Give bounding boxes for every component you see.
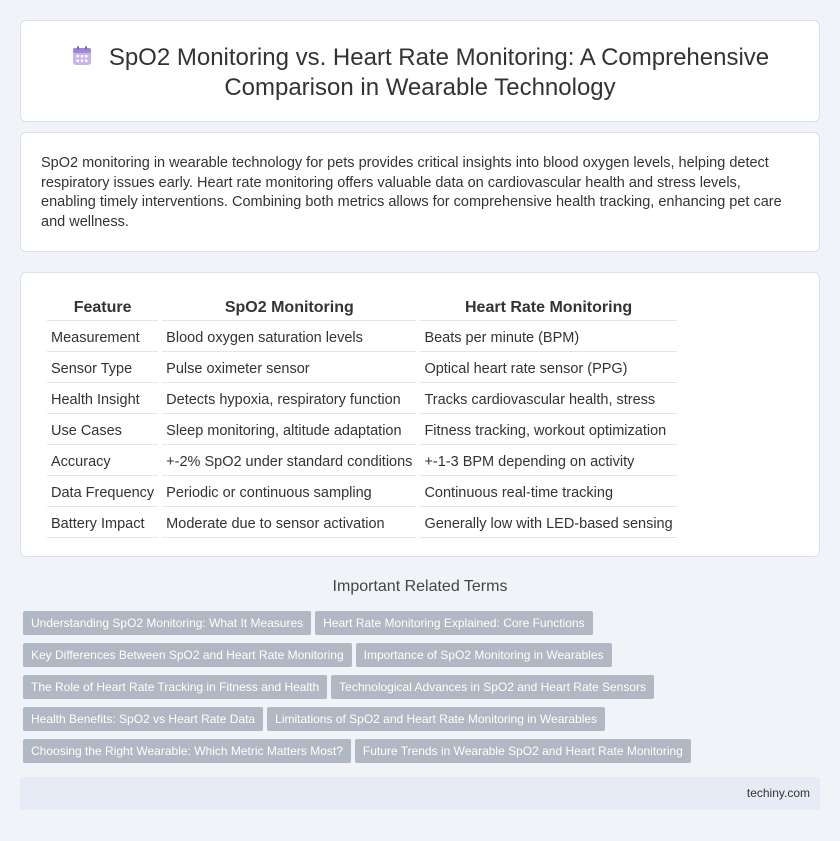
table-cell: Pulse oximeter sensor bbox=[162, 354, 416, 383]
table-row bbox=[47, 416, 677, 445]
calendar-icon bbox=[71, 45, 93, 67]
title-line-2: Comparison in Wearable Technology bbox=[224, 74, 616, 101]
table-cell: Moderate due to sensor activation bbox=[162, 509, 416, 538]
table-cell: +-2% SpO2 under standard conditions bbox=[162, 447, 416, 476]
footer bbox=[20, 777, 820, 810]
table-row bbox=[47, 447, 677, 476]
table-cell: Optical heart rate sensor (PPG) bbox=[420, 354, 676, 383]
title-line-1: SpO2 Monitoring vs. Heart Rate Monitoring: A Comprehensive bbox=[108, 44, 770, 71]
table-cell: Battery Impact bbox=[47, 509, 158, 538]
table-cell: Fitness tracking, workout optimization bbox=[420, 416, 676, 445]
table-cell: Blood oxygen saturation levels bbox=[162, 323, 416, 352]
related-terms-list bbox=[23, 611, 823, 771]
related-term-tag[interactable]: Heart Rate Monitoring Explained: Core Functions bbox=[315, 611, 592, 635]
table-cell: Data Frequency bbox=[47, 478, 158, 507]
table-cell: Sleep monitoring, altitude adaptation bbox=[162, 416, 416, 445]
related-term-tag[interactable]: The Role of Heart Rate Tracking in Fitness and Health bbox=[23, 675, 327, 699]
table-cell: Health Insight bbox=[47, 385, 158, 414]
table-cell: Continuous real-time tracking bbox=[420, 478, 676, 507]
table-cell: Tracks cardiovascular health, stress bbox=[420, 385, 676, 414]
related-term-tag[interactable]: Technological Advances in SpO2 and Heart Rate Sensors bbox=[331, 675, 654, 699]
table-header-row bbox=[47, 297, 677, 321]
table-cell: Generally low with LED-based sensing bbox=[420, 509, 676, 538]
related-term-tag[interactable]: Health Benefits: SpO2 vs Heart Rate Data bbox=[23, 707, 263, 731]
comparison-card bbox=[20, 272, 820, 557]
table-row bbox=[47, 323, 677, 352]
table-row bbox=[47, 509, 677, 538]
intro-card bbox=[20, 132, 820, 252]
table-cell: Sensor Type bbox=[47, 354, 158, 383]
column-header: Feature bbox=[47, 297, 158, 321]
related-term-tag[interactable]: Understanding SpO2 Monitoring: What It Measures bbox=[23, 611, 311, 635]
related-term-tag[interactable]: Future Trends in Wearable SpO2 and Heart Rate Monitoring bbox=[355, 739, 691, 763]
related-term-tag[interactable]: Importance of SpO2 Monitoring in Wearables bbox=[356, 643, 612, 667]
table-cell: Use Cases bbox=[47, 416, 158, 445]
table-cell: Accuracy bbox=[47, 447, 158, 476]
intro-text: SpO2 monitoring in wearable technology for pets provides critical insights into blood oxygen levels, helping detect respiratory issues early. Heart rate monitoring offers valuable data on cardiovascular health and stress levels, enabling timely interventions. Combining both metrics allows for comprehensive health tracking, enhancing pet care and wellness. bbox=[41, 155, 782, 230]
related-term-tag[interactable]: Limitations of SpO2 and Heart Rate Monitoring in Wearables bbox=[267, 707, 605, 731]
table-row bbox=[47, 385, 677, 414]
page-title bbox=[21, 43, 819, 103]
column-header: Heart Rate Monitoring bbox=[420, 297, 676, 321]
comparison-table bbox=[43, 295, 681, 540]
table-cell: +-1-3 BPM depending on activity bbox=[420, 447, 676, 476]
column-header: SpO2 Monitoring bbox=[162, 297, 416, 321]
table-row bbox=[47, 354, 677, 383]
header-card bbox=[20, 20, 820, 122]
table-cell: Periodic or continuous sampling bbox=[162, 478, 416, 507]
table-cell: Beats per minute (BPM) bbox=[420, 323, 676, 352]
table-row bbox=[47, 478, 677, 507]
footer-site-link[interactable]: techiny.com bbox=[746, 786, 810, 800]
related-terms-heading: Important Related Terms bbox=[332, 578, 508, 595]
related-term-tag[interactable]: Key Differences Between SpO2 and Heart Rate Monitoring bbox=[23, 643, 352, 667]
table-cell: Measurement bbox=[47, 323, 158, 352]
related-term-tag[interactable]: Choosing the Right Wearable: Which Metric Matters Most? bbox=[23, 739, 351, 763]
table-cell: Detects hypoxia, respiratory function bbox=[162, 385, 416, 414]
